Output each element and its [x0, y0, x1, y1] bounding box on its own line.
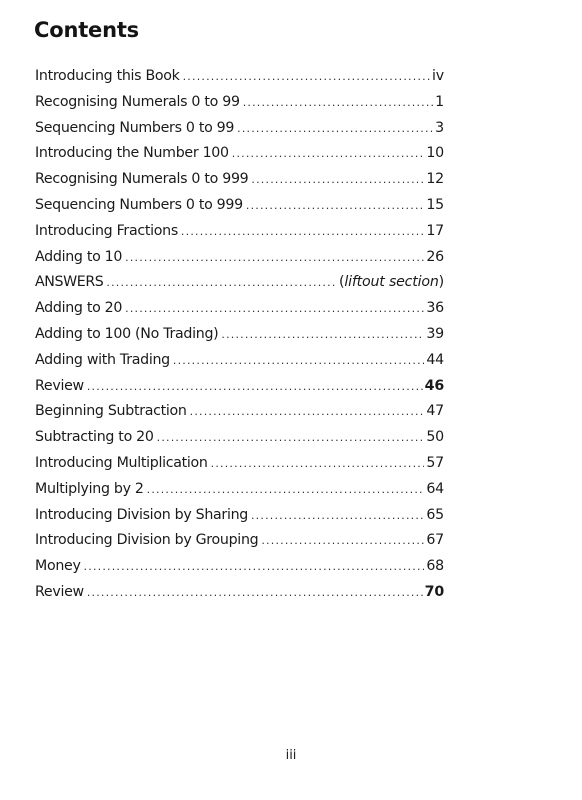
- toc-entry-title: Beginning Subtraction: [35, 403, 187, 420]
- dot-leader: [125, 302, 424, 315]
- dot-leader: [246, 199, 424, 212]
- dot-leader: [125, 251, 424, 264]
- toc-entry-title: ANSWERS: [35, 274, 104, 291]
- toc-entry-page: 36: [426, 300, 444, 317]
- toc-entry-title: Review: [35, 583, 84, 600]
- dot-leader: [261, 534, 424, 547]
- toc-entry: [35, 145, 444, 171]
- table-of-contents: [35, 68, 444, 610]
- toc-entry-title: Adding with Trading: [35, 351, 170, 368]
- dot-leader: [237, 122, 433, 135]
- dot-leader: [157, 431, 425, 444]
- toc-entry-review: [35, 378, 444, 404]
- liftout-note: liftout section: [344, 274, 439, 291]
- toc-entry-title: Introducing Division by Grouping: [35, 532, 259, 549]
- dot-leader: [181, 225, 424, 238]
- toc-entry: [35, 326, 444, 352]
- page-number: iii: [285, 748, 297, 763]
- toc-entry-title: Review: [35, 377, 84, 394]
- page-title: Contents: [34, 18, 139, 42]
- dot-leader: [84, 560, 425, 573]
- toc-entry-page: 64: [426, 480, 444, 497]
- toc-entry-page: 70: [424, 583, 444, 600]
- dot-leader: [106, 276, 337, 289]
- toc-entry: [35, 197, 444, 223]
- toc-entry-title: Adding to 10: [35, 248, 123, 265]
- toc-entry-page: 57: [426, 454, 444, 471]
- toc-entry-review: [35, 584, 444, 610]
- toc-entry-title: Introducing this Book: [35, 68, 180, 84]
- toc-entry: [35, 429, 444, 455]
- toc-entry: [35, 171, 444, 197]
- paren-open: (: [339, 274, 345, 291]
- dot-leader: [221, 328, 424, 341]
- toc-entry-title: Recognising Numerals 0 to 999: [35, 171, 249, 188]
- toc-entry-title: Adding to 20: [35, 300, 123, 317]
- toc-entry-answers: [35, 274, 444, 300]
- toc-entry-page: 12: [426, 171, 444, 188]
- toc-entry-title: Sequencing Numbers 0 to 999: [35, 196, 243, 213]
- toc-entry-page: 39: [426, 325, 444, 342]
- toc-entry-page: 44: [426, 351, 444, 368]
- toc-entry-title: Sequencing Numbers 0 to 99: [35, 119, 235, 136]
- dot-leader: [87, 380, 423, 393]
- toc-entry: [35, 558, 444, 584]
- toc-entry: [35, 249, 444, 275]
- toc-entry-title: Introducing Fractions: [35, 222, 178, 239]
- toc-entry: [35, 455, 444, 481]
- toc-entry-title: Subtracting to 20: [35, 429, 154, 446]
- toc-entry-page: [339, 274, 444, 290]
- toc-entry: [35, 300, 444, 326]
- toc-entry-title: Money: [35, 558, 81, 575]
- toc-entry-title: Introducing the Number 100: [35, 145, 229, 162]
- toc-entry: [35, 403, 444, 429]
- paren-close: ): [438, 274, 444, 291]
- toc-entry-page: 47: [426, 403, 444, 420]
- toc-entry-page: 1: [435, 93, 444, 110]
- toc-entry-title: Introducing Multiplication: [35, 454, 208, 471]
- dot-leader: [87, 586, 423, 599]
- toc-entry-title: Multiplying by 2: [35, 480, 144, 497]
- toc-entry-title: Recognising Numerals 0 to 99: [35, 93, 240, 110]
- toc-entry: [35, 352, 444, 378]
- toc-entry: [35, 68, 444, 94]
- toc-entry-page: 3: [435, 119, 444, 136]
- toc-entry-page: 67: [426, 532, 444, 549]
- dot-leader: [147, 483, 425, 496]
- dot-leader: [183, 70, 430, 83]
- toc-entry: [35, 120, 444, 146]
- toc-entry-title: Introducing Division by Sharing: [35, 506, 248, 523]
- toc-entry-page: 26: [426, 248, 444, 265]
- toc-entry-page: iv: [432, 68, 444, 84]
- toc-entry: [35, 94, 444, 120]
- toc-entry-page: 50: [426, 429, 444, 446]
- toc-entry-page: 68: [426, 558, 444, 575]
- toc-entry-page: 15: [426, 196, 444, 213]
- toc-entry-page: 65: [426, 506, 444, 523]
- dot-leader: [232, 147, 425, 160]
- toc-entry: [35, 481, 444, 507]
- dot-leader: [243, 96, 433, 109]
- dot-leader: [211, 457, 425, 470]
- toc-entry-page: 17: [426, 222, 444, 239]
- dot-leader: [251, 173, 424, 186]
- toc-entry-title: Adding to 100 (No Trading): [35, 325, 219, 342]
- dot-leader: [190, 405, 425, 418]
- dot-leader: [251, 509, 424, 522]
- toc-entry-page: 46: [424, 377, 444, 394]
- toc-entry: [35, 507, 444, 533]
- toc-entry-page: 10: [426, 145, 444, 162]
- toc-entry: [35, 223, 444, 249]
- dot-leader: [173, 354, 424, 367]
- toc-entry: [35, 532, 444, 558]
